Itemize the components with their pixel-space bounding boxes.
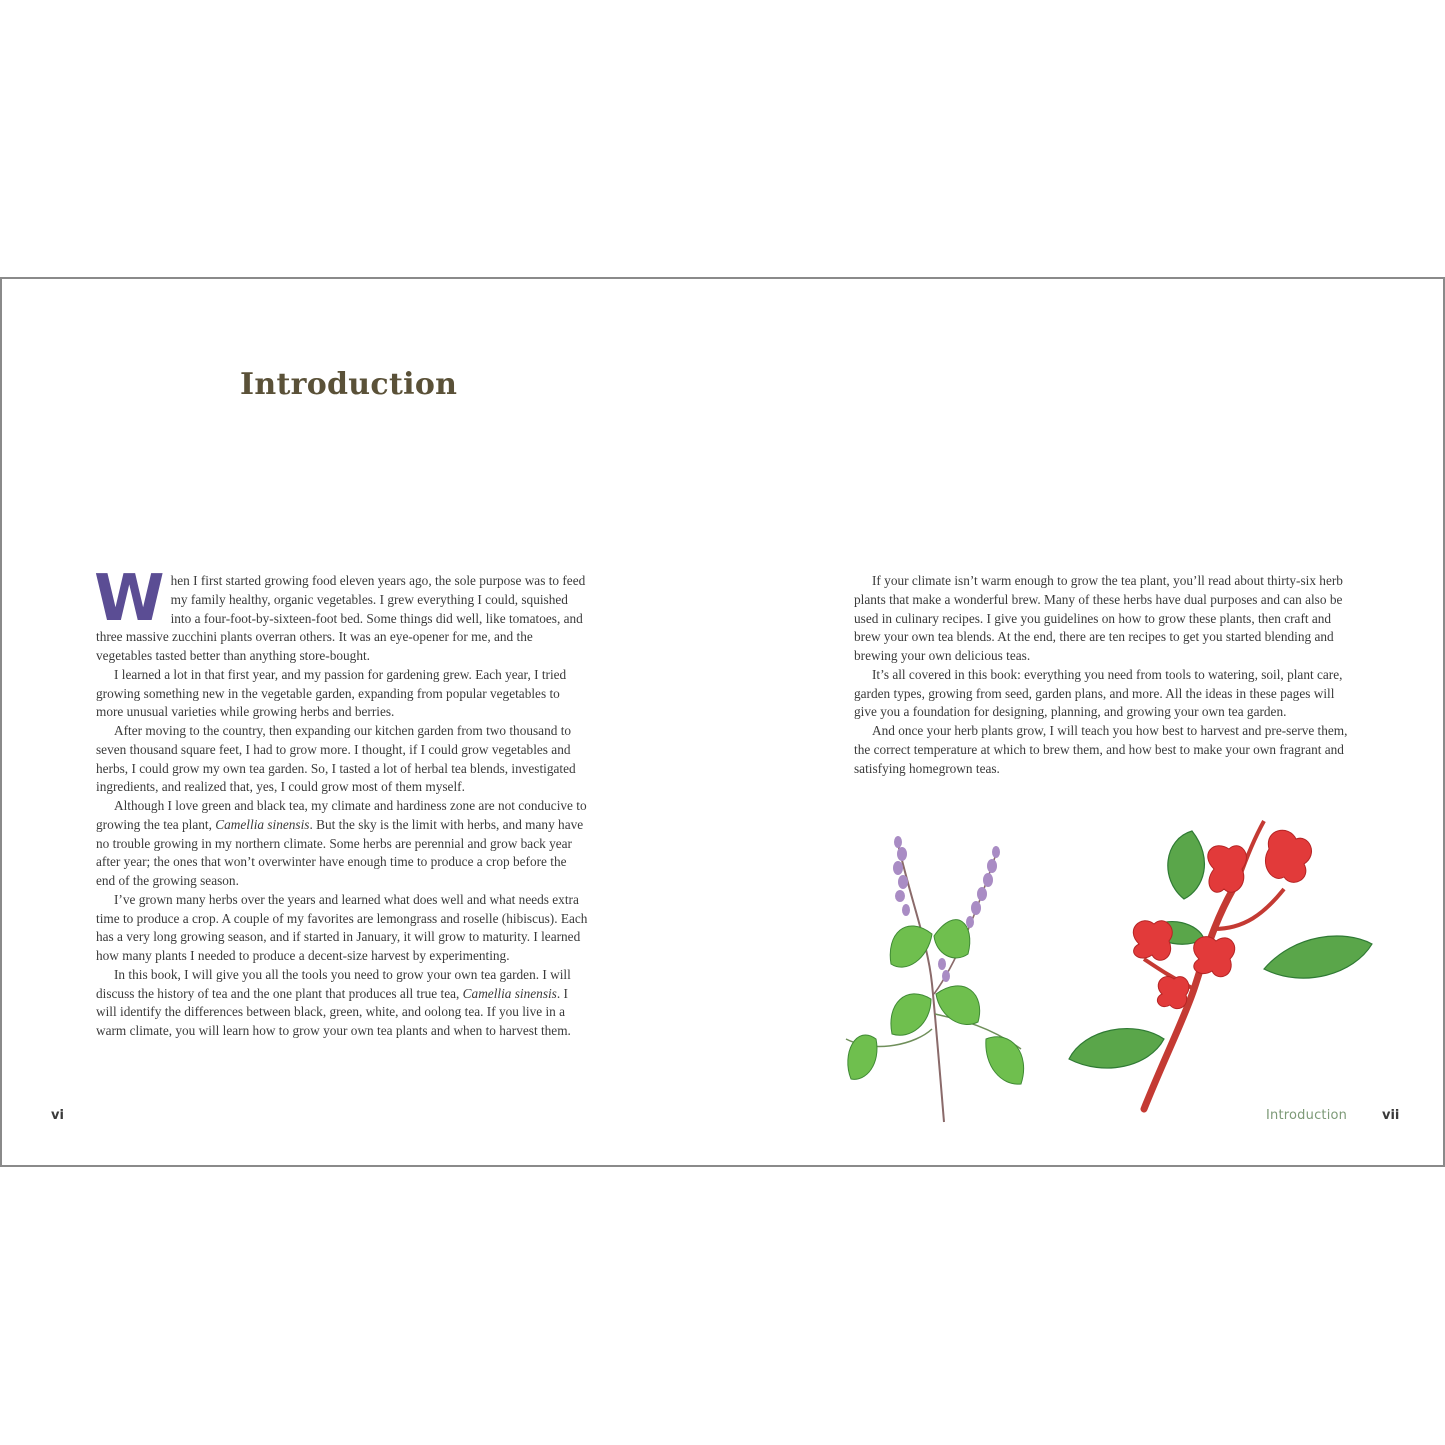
paragraph-2: I learned a lot in that first year, and my passion for gardening grew. Each year, I tried growing something new in the vegetable garden, expanding from popular vegetables to more unusual varieties while growing herbs and berries.	[96, 666, 567, 720]
page-number-left: vi	[51, 1108, 64, 1123]
roselle-hibiscus-illustration	[1064, 819, 1376, 1119]
paragraph-1-text: hen I first started growing food eleven years ago, the sole purpose was to feed my family healthy, organic vegetables. I grew everything I could, squished into a four-foot-by-sixteen-foot bed. Some things did well, like tomatoes, and three massive zucchini plants overran others. It was an eye-opener for me, and the vegetables tasted better than anything store-bought.	[96, 573, 586, 663]
paragraph-4-text-b: . But the sky is the limit with herbs, and many have no trouble growing in my northern climate. Some herbs are perennial and grow back year after year; the ones that won’t overwinter have enough time to produce a crop before the end of the growing season.	[96, 816, 584, 888]
paragraph-4-text-a: Although I love green and black tea, my climate and hardiness zone are not conducive to growing the tea plant,	[96, 798, 587, 832]
drop-cap: W	[94, 562, 165, 636]
right-column	[854, 572, 1348, 778]
paragraph-4-species-name: Camellia sinensis	[215, 816, 310, 832]
paragraph-5: I’ve grown many herbs over the years and learned what does well and what needs extra time to produce a crop. A couple of my favorites are lemongrass and roselle (hibiscus). Each has a very long growing season, and if started in January, it will grow to maturity. I learned how many plants I needed to produce a decent-size harvest by experimenting.	[96, 891, 588, 963]
paragraph-6	[96, 966, 588, 1041]
paragraph-6-text-b: . I will identify the differences between black, green, white, and oolong tea. If you live in a warm climate, you will learn how to grow your own tea plants and when to harvest them.	[96, 985, 571, 1038]
book-spread	[0, 277, 1445, 1167]
page-number-right: vii	[1382, 1108, 1400, 1123]
paragraph-3: After moving to the country, then expanding our kitchen garden from two thousand to seven thousand square feet, I had to grow more. I thought, if I could grow vegetables and herbs, I could grow my own tea garden. So, I tasted a lot of herbal tea blends, investigated ingredients, and realized that, yes, I could grow most of them myself.	[96, 723, 576, 795]
paragraph-9: And once your herb plants grow, I will teach you how best to harvest and pre-serve them, the correct temperature at which to brew them, and how best to make your own fragrant and satisfying homegrown teas.	[854, 723, 1348, 776]
holy-basil-illustration	[836, 824, 1036, 1124]
page-title: Introduction	[240, 367, 458, 402]
running-head: Introduction	[1266, 1108, 1348, 1123]
paragraph-6-species-name: Camellia sinensis	[462, 985, 557, 1001]
paragraph-4	[96, 797, 588, 891]
left-column	[94, 562, 588, 1041]
paragraph-8: It’s all covered in this book: everything you need from tools to watering, soil, plant care, garden types, growing from seed, garden plans, and more. All the ideas in these pages will give you a foundation for designing, planning, and growing your own tea garden.	[854, 666, 1343, 720]
paragraph-7: If your climate isn’t warm enough to grow the tea plant, you’ll read about thirty-six herb plants that make a wonderful brew. Many of these herbs have dual purposes and can also be used in culinary recipes. I give you guidelines on how to grow these plants, then craft and brew your own tea blends. At the end, there are ten recipes to get you started blending and brewing your own delicious teas.	[854, 573, 1343, 663]
paragraph-1	[94, 562, 588, 666]
paragraph-6-text-a: In this book, I will give you all the tools you need to grow your own tea garden. I will discuss the history of tea and the one plant that produces all true tea,	[96, 966, 571, 1001]
